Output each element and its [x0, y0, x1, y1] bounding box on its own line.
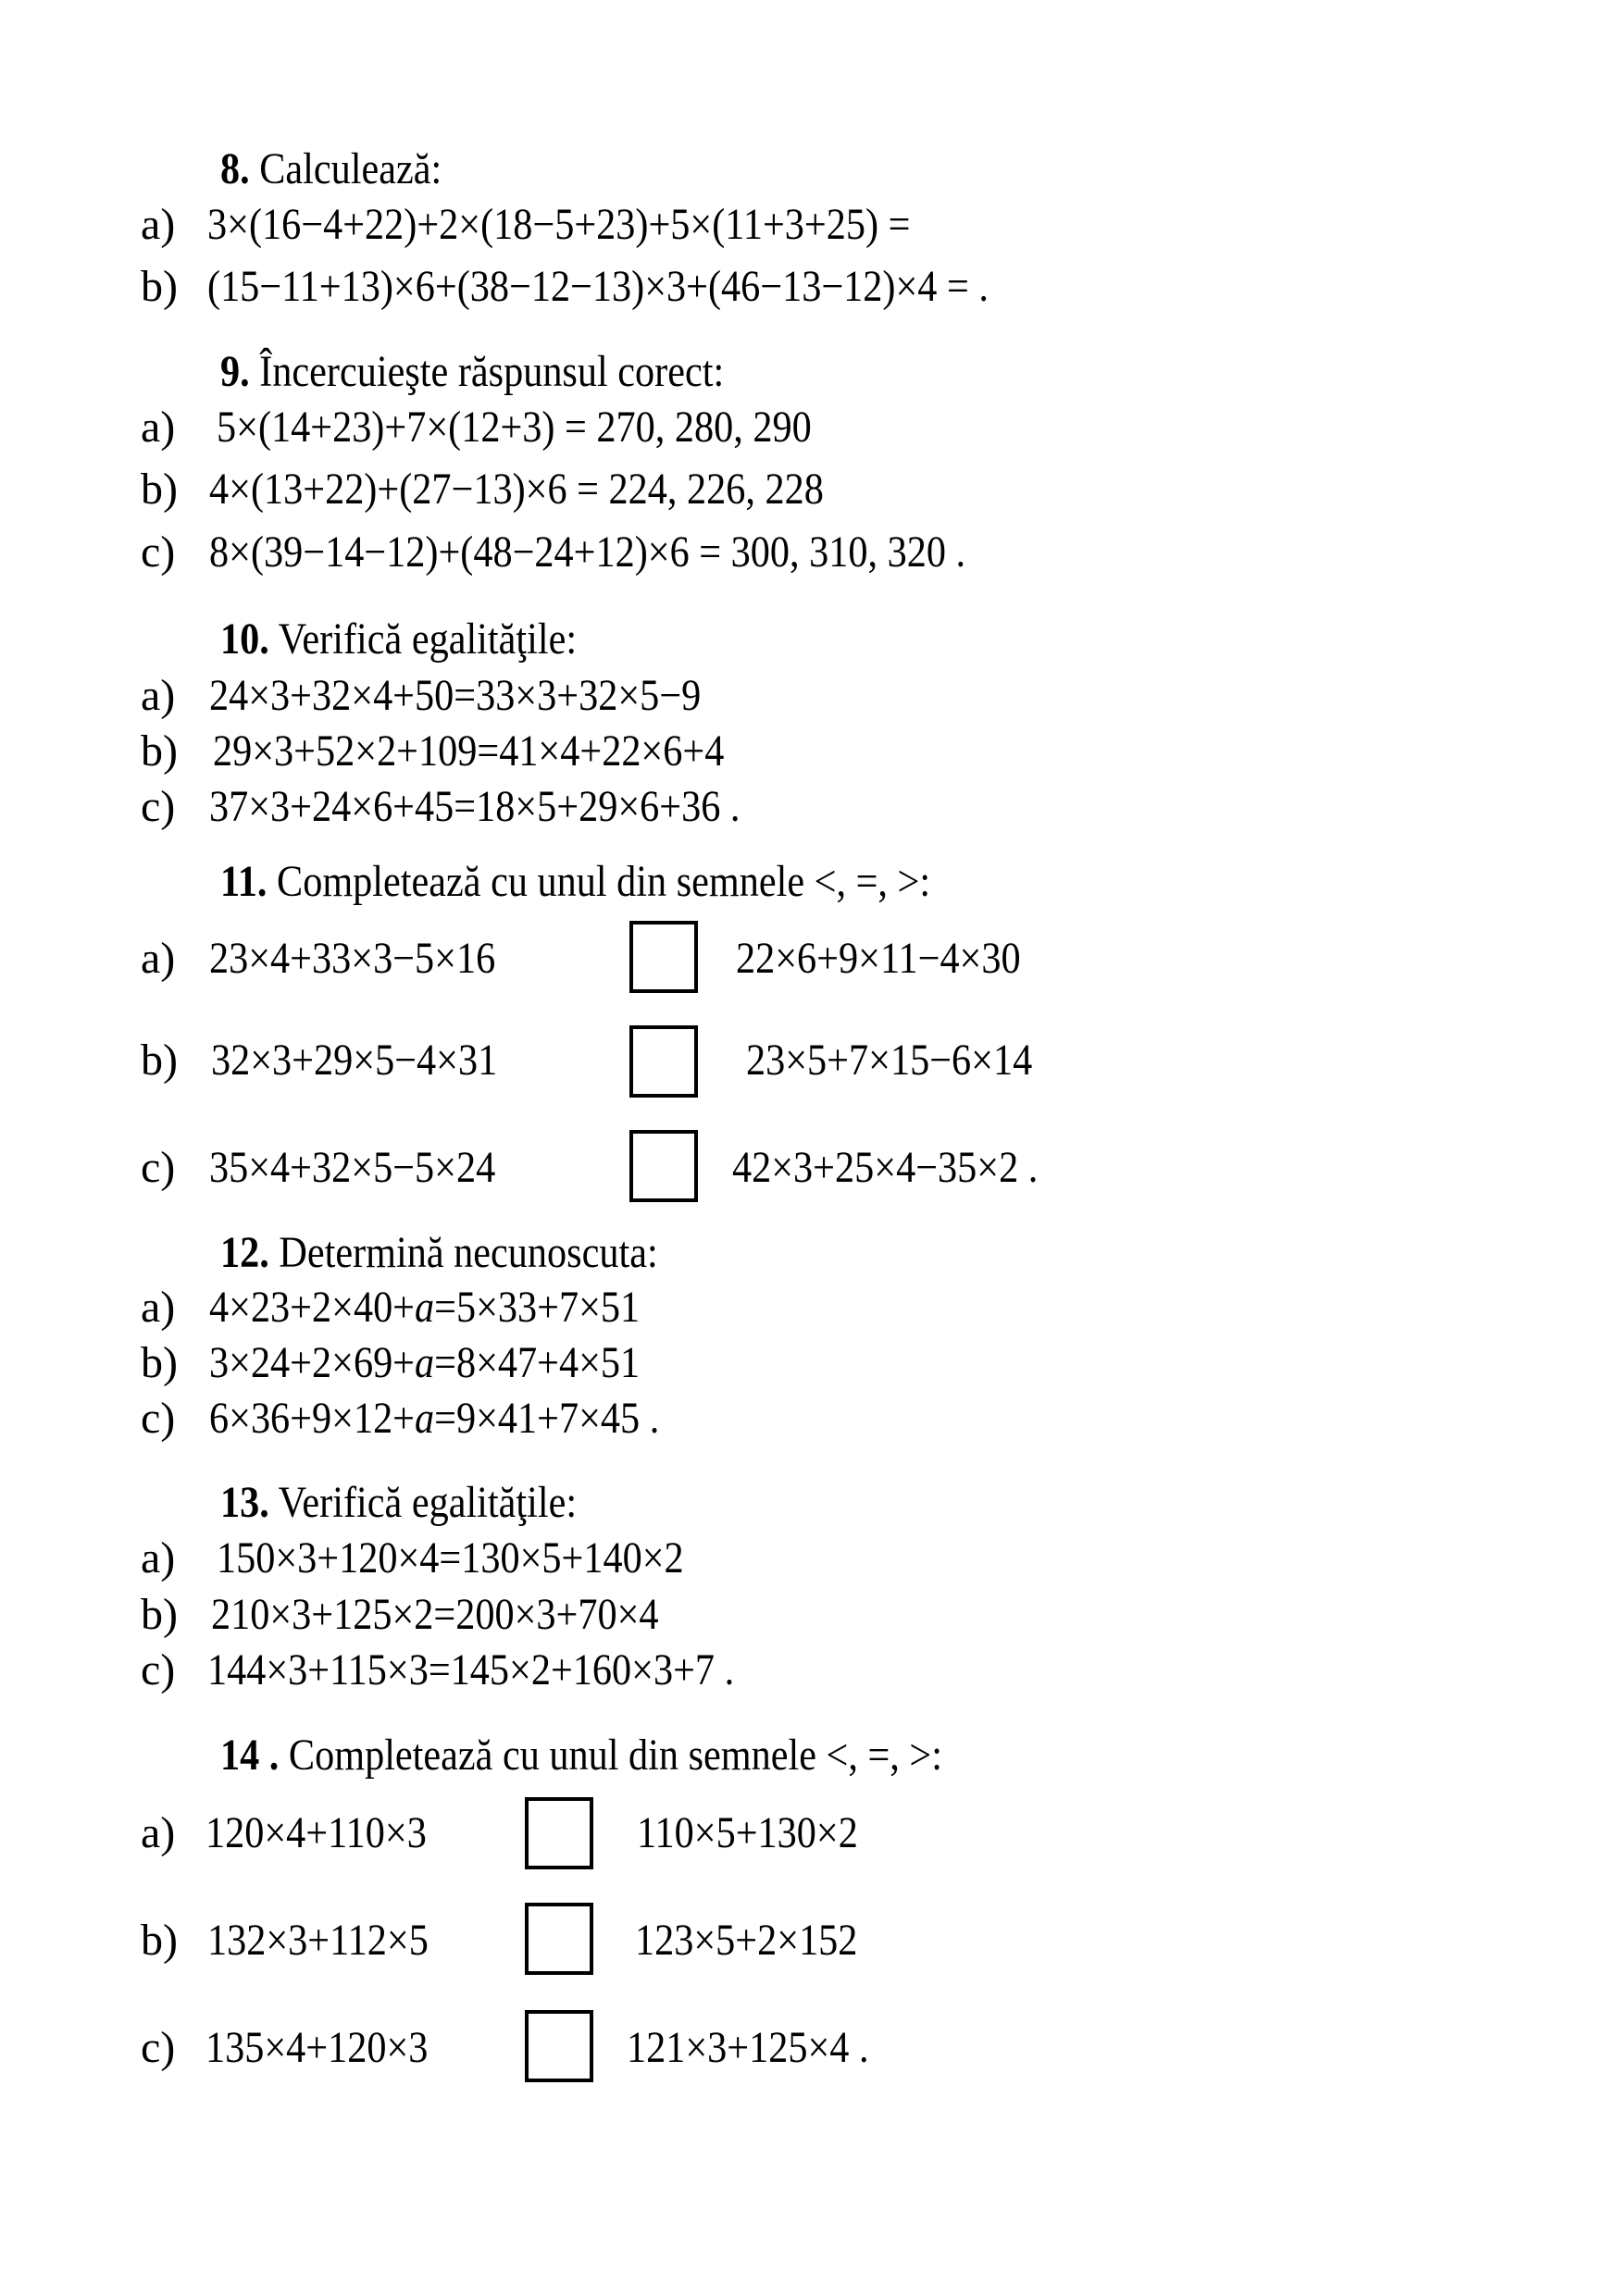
item-label: c) — [141, 782, 176, 831]
item-label: c) — [141, 2023, 176, 2072]
item-label: b) — [141, 1590, 178, 1639]
right-expression: 123×5+2×152 — [635, 1916, 858, 1965]
item-label: b) — [141, 465, 178, 514]
item-label: b) — [141, 1036, 178, 1085]
answer-box[interactable] — [629, 921, 698, 993]
equation-left: 6×36+9×12+ — [209, 1394, 416, 1443]
answer-box[interactable] — [629, 1025, 698, 1098]
item-label: b) — [141, 726, 178, 776]
item-label: a) — [141, 1808, 176, 1857]
item-label: c) — [141, 1143, 176, 1192]
answer-box[interactable] — [525, 1903, 593, 1975]
item-label: a) — [141, 403, 176, 452]
expression: 37×3+24×6+45=18×5+29×6+36 . — [209, 782, 741, 831]
exercise-title: Completează cu unul din semnele <, =, >: — [277, 857, 931, 906]
left-expression: 32×3+29×5−4×31 — [211, 1036, 498, 1085]
equation-right: =8×47+4×51 — [434, 1338, 641, 1387]
equation-left: 4×23+2×40+ — [209, 1283, 416, 1332]
left-expression: 23×4+33×3−5×16 — [209, 934, 496, 983]
item-label: b) — [141, 1916, 178, 1965]
unknown-variable: a — [415, 1394, 435, 1443]
expression: 150×3+120×4=130×5+140×2 — [217, 1533, 684, 1582]
item-label: a) — [141, 200, 176, 249]
unknown-variable: a — [415, 1283, 435, 1332]
right-expression: 121×3+125×4 . — [627, 2023, 869, 2072]
expression: (15−11+13)×6+(38−12−13)×3+(46−13−12)×4 = . — [207, 262, 989, 311]
exercise-title: Verifică egalităţile: — [278, 614, 578, 664]
exercise-title: Verifică egalităţile: — [278, 1478, 578, 1527]
answer-box[interactable] — [525, 2010, 593, 2082]
equation — [209, 1337, 640, 1389]
exercise-title: Completează cu unul din semnele <, =, >: — [288, 1731, 942, 1780]
exercise-10-heading — [220, 614, 577, 665]
answer-box[interactable] — [525, 1797, 593, 1869]
item-label: c) — [141, 1394, 176, 1443]
exercise-8-heading — [220, 143, 442, 195]
exercise-number: 11. — [220, 857, 268, 906]
item-label: a) — [141, 1283, 176, 1332]
right-expression: 23×5+7×15−6×14 — [746, 1036, 1033, 1085]
right-expression: 110×5+130×2 — [637, 1808, 858, 1857]
exercise-number: 9. — [220, 347, 250, 396]
expression: 8×(39−14−12)+(48−24+12)×6 = 300, 310, 320 . — [209, 527, 966, 577]
item-label: c) — [141, 1645, 176, 1694]
exercise-number: 10. — [220, 614, 269, 664]
exercise-number: 12. — [220, 1228, 269, 1277]
expression: 3×(16−4+22)+2×(18−5+23)+5×(11+3+25) = — [207, 200, 911, 249]
exercise-number: 13. — [220, 1478, 269, 1527]
item-label: b) — [141, 262, 178, 311]
expression: 210×3+125×2=200×3+70×4 — [211, 1590, 659, 1639]
equation-left: 3×24+2×69+ — [209, 1338, 416, 1387]
left-expression: 132×3+112×5 — [207, 1916, 429, 1965]
exercise-number: 8. — [220, 144, 250, 193]
equation-right: =9×41+7×45 . — [434, 1394, 660, 1443]
right-expression: 22×6+9×11−4×30 — [736, 934, 1021, 983]
expression: 4×(13+22)+(27−13)×6 = 224, 226, 228 — [209, 465, 824, 514]
expression: 5×(14+23)+7×(12+3) = 270, 280, 290 — [217, 403, 812, 452]
exercise-12-heading — [220, 1227, 658, 1279]
left-expression: 120×4+110×3 — [205, 1808, 427, 1857]
equation-right: =5×33+7×51 — [434, 1283, 641, 1332]
exercise-number: 14 . — [220, 1731, 280, 1780]
exercise-title: Încercuieşte răspunsul corect: — [259, 347, 725, 396]
item-label: a) — [141, 934, 176, 983]
item-label: a) — [141, 671, 176, 720]
item-label: a) — [141, 1533, 176, 1582]
item-label: c) — [141, 527, 176, 577]
right-expression: 42×3+25×4−35×2 . — [732, 1143, 1039, 1192]
item-label: b) — [141, 1338, 178, 1387]
equation — [209, 1393, 659, 1445]
exercise-9-heading — [220, 346, 724, 398]
exercise-11-heading — [220, 856, 930, 908]
exercise-13-heading — [220, 1477, 577, 1529]
exercise-title: Calculează: — [259, 144, 442, 193]
equation — [209, 1282, 640, 1334]
answer-box[interactable] — [629, 1130, 698, 1202]
expression: 144×3+115×3=145×2+160×3+7 . — [207, 1645, 735, 1694]
expression: 29×3+52×2+109=41×4+22×6+4 — [213, 726, 725, 776]
exercise-14-heading — [220, 1730, 942, 1781]
exercise-title: Determină necunoscuta: — [279, 1228, 658, 1277]
left-expression: 35×4+32×5−5×24 — [209, 1143, 496, 1192]
unknown-variable: a — [415, 1338, 435, 1387]
expression: 24×3+32×4+50=33×3+32×5−9 — [209, 671, 702, 720]
left-expression: 135×4+120×3 — [205, 2023, 429, 2072]
